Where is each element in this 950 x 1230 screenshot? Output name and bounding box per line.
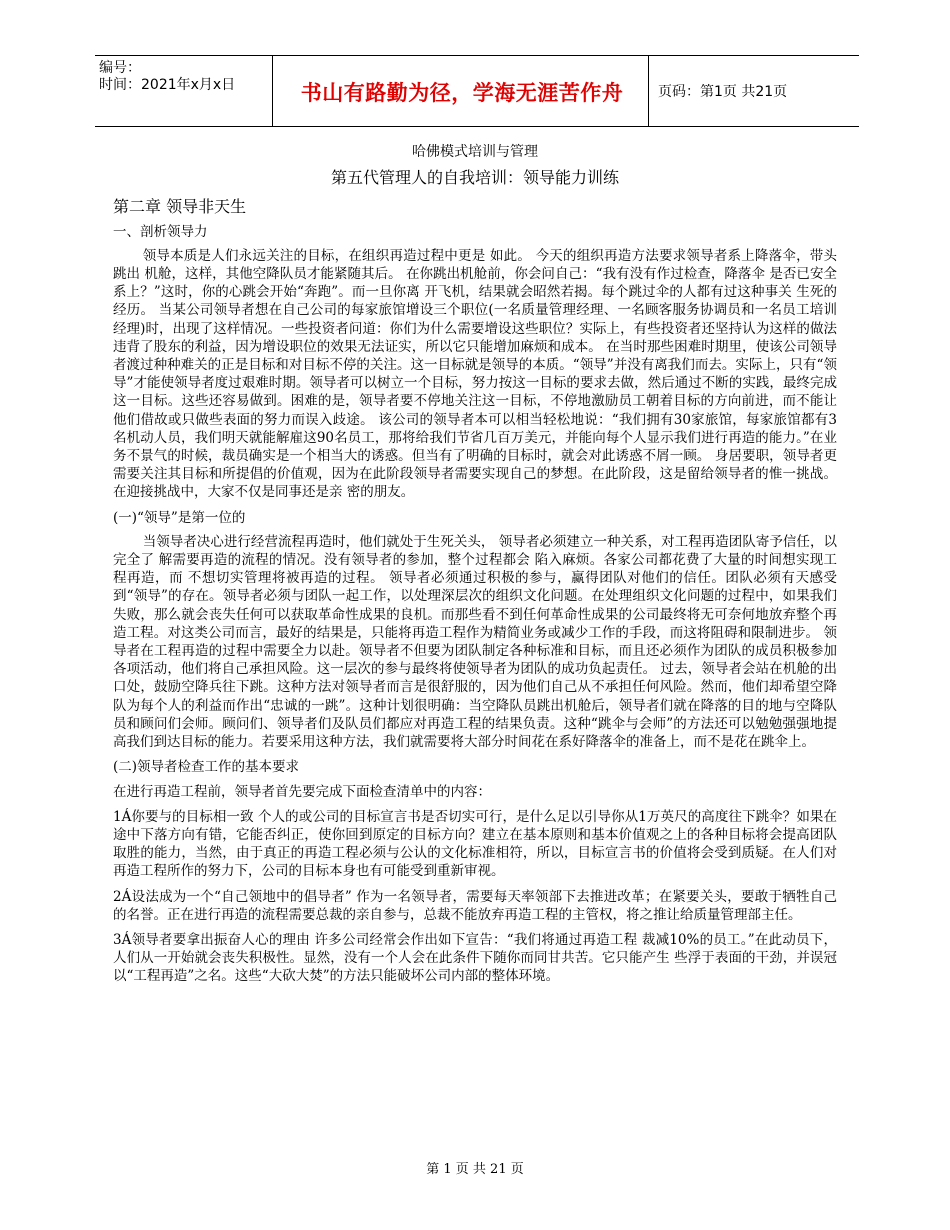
body-paragraph: 领导本质是人们永远关注的目标，在组织再造过程中更是 如此。 今天的组织再造方法要求领导者系上降落伞，带头跳出 机舱，这样，其他空降队员才能紧随其后。 在你跳出机舱前，你会问自己：“我有没有作过检查，降落伞 是否已安全系上？”这时，你的心跳会开始“奔跑”。而一旦你离 开飞机，结果就会昭然若揭。每个跳过伞的人都有过这种事关 生死的经历。 当某公司领导者想在自己公司的每家旅馆增设三个职位(一名质量管理经理、一名顾客服务协调员和一名员工培训经理)时，出现了这样情况。一些投资者问道：你们为什么需要增设这些职位？实际上，有些投资者还坚持认为这样的做法违背了股东的利益，因为增设职位的效果无法证实，所以它只能增加麻烦和成本。 在当时那些困难时期里，使该公司领导者渡过种种难关的正是目标和对目标不停的关注。这一目标就是领导的本质。“领导”并没有离我们而去。实际上，只有“领导”才能使领导者度过艰难时期。领导者可以树立一个目标，努力按这一目标的要求去做，然后通过不断的实践，最终完成这一目标。这些还容易做到。困难的是，领导者要不停地关注这一目标，不停地激励员工朝着目标的方向前进，而不能让他们借故或只做些表面的努力而误入歧途。 该公司的领导者本可以相当轻松地说：“我们拥有30家旅馆，每家旅馆都有3名机动人员，我们明天就能解雇这90名员工，那将给我们节省几百万美元，并能向每个人显示我们进行再造的能力。”在业务不景气的时候，裁员确实是一个相当大的诱惑。但当有了明确的目标时，就会对此诱惑不屑一顾。 身居要职，领导者更需要关注其目标和所提倡的价值观，因为在此阶段领导者需要实现自己的梦想。在此阶段，这是留给领导者的惟一挑战。在迎接挑战中，大家不仅是同事还是亲 密的朋友。 [113,247,837,501]
section-heading: (一)“领导”是第一位的 [113,509,246,526]
header-page-info: 页码：第1页 共21页 [658,84,788,100]
document-title: 哈佛模式培训与管理 [412,144,538,160]
section-heading: 一、剖析领导力 [113,223,208,240]
section-heading: (二)领导者检查工作的基本要求 [113,759,300,776]
header-meta [99,60,235,94]
document-subtitle: 第五代管理人的自我培训：领导能力训练 [330,168,619,188]
header-divider [272,56,273,126]
document-number-label: 编号： [99,60,141,76]
chapter-heading: 第二章 领导非天生 [113,197,247,217]
header-divider [648,56,649,126]
page-footer: 第 1 页 共 21 页 [426,1162,524,1177]
document-date: 时间：2021年x月x日 [99,77,236,93]
body-paragraph: 当领导者决心进行经营流程再造时，他们就处于生死关头， 领导者必须建立一种关系，对工程再造团队寄予信任，以完全了 解需要再造的流程的情况。没有领导者的参加，整个过程都会 陷入麻烦。各家公司都花费了大量的时间想实现工程再造，而 不想切实管理将被再造的过程。 领导者必须通过积极的参与，赢得团队对他们的信任。团队必须有天感受到“领导”的存在。领导者必须与团队一起工作，以处理深层次的组织文化问题。在处理组织文化问题的过程中，如果我们失败，那么就会丧失任何可以获取革命性成果的良机。而那些看不到任何革命性成果的公司最终将无可奈何地放弃整个再造工程。对这类公司而言，最好的结果是，只能将再造工程作为精简业务或减少工作的手段，而这将阻碍和限制进步。 领导者在工程再造的过程中需要全力以赴。领导者不但要为团队制定各种标准和目标，而且还必须作为团队的成员积极参加各项活动，他们将自己承担风险。这一层次的参与最终将使领导者为团队的成功负起责任。 过去，领导者会站在机舱的出口处，鼓励空降兵往下跳。这种方法对领导者而言是很舒服的，因为他们自己从不承担任何风险。然而，他们却希望空降队为每个人的利益而作出“忠诚的一跳”。这种计划很明确：当空降队员跳出机舱后，领导者们就在降落的目的地与空降队员和顾问们会师。顾问们、领导者们及队员们都应对再造工程的结果负责。这种“跳伞与会师”的方法还可以勉勉强强地提高我们到达目标的能力。若要采用这种方法，我们就需要将大部分时间花在系好降落伞的准备上，而不是花在跳伞上。 [113,533,837,751]
checklist-item: 1Á你要与的目标相一致 个人的或公司的目标宣言书是否切实可行，是什么足以引导你从1万英尺的高度往下跳伞？如果在途中下落方向有错，它能否纠正，使你回到原定的目标方向？建立在基本原则和基本价值观之上的各种目标将会提高团队取胜的能力，当然，由于真正的再造工程必须与公认的文化标准相符，所以，目标宣言书的价值将会受到质疑。在人们对再造工程所作的努力下，公司的目标本身也有可能受到重新审视。 [113,808,837,880]
checklist-item: 2Á设法成为一个“自己领地中的倡导者” 作为一名领导者，需要每天率领部下去推进改革；在紧要关头，要敢于牺牲自己的名誉。正在进行再造的流程需要总裁的亲自参与，总裁不能放弃再造工程的主管权，将之推让给质量管理部主任。 [113,888,837,923]
page-header [95,55,859,127]
body-paragraph: 在进行再造工程前，领导者首先要完成下面检查清单中的内容： [113,783,491,800]
document-body [113,143,837,986]
header-motto: 书山有路勤为径，学海无涯苦作舟 [300,81,624,105]
checklist-item: 3Á领导者要拿出振奋人心的理由 许多公司经常会作出如下宣告：“我们将通过再造工程 裁减10%的员工。”在此动员下，人们从一开始就会丧失积极性。显然，没有一个人会在此条件下随你而同甘共苦。它只能产生 些浮于表面的干劲，并误冠以“工程再造”之名。这些“大砍大焚”的方法只能破坏公司内部的整体环境。 [113,931,837,985]
